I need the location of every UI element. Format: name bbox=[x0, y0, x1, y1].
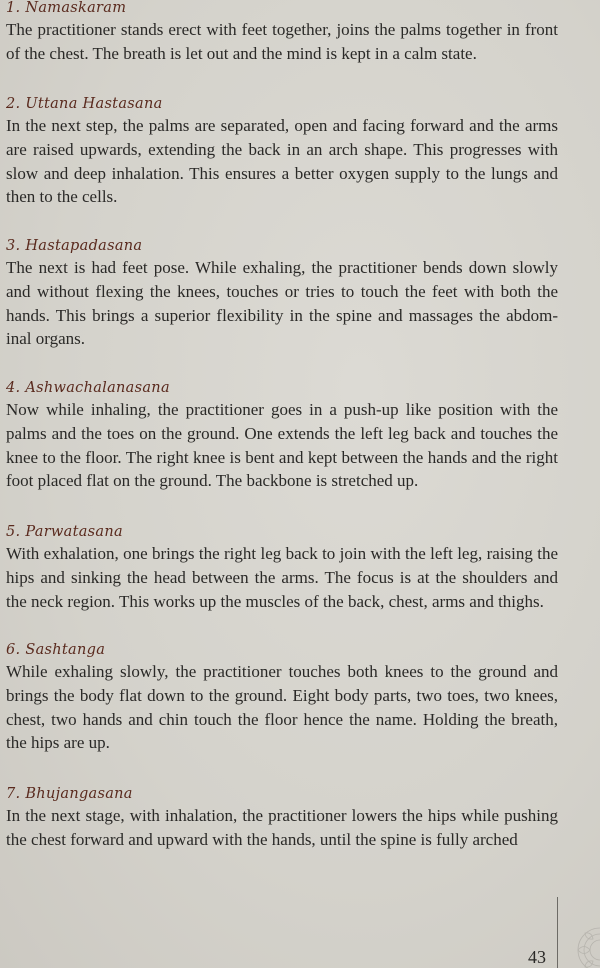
section-hastapadasana bbox=[6, 236, 558, 351]
section-text: The practitioner stands erect with feet together, joins the palms together in front of the chest. The breath is let out and the mind is kept in a calm state. bbox=[6, 20, 558, 63]
margin-rule bbox=[557, 897, 558, 968]
section-text: With exhalation, one brings the right leg back to join with the left leg, raising the hips and sinking the head between the arms. The focus is at the shoulders and the neck region. This works up the muscles of the back, chest, arms and thighs. bbox=[6, 544, 558, 611]
section-heading: 6. Sashtanga bbox=[6, 642, 106, 658]
section-heading: 1. Namaskaram bbox=[6, 0, 127, 16]
section-text: Now while inhaling, the practitioner goes in a push-up like position with the palms and the toes on the ground. One extends the left leg back and touches the knee to the floor. The right knee is bent and kept between the hands and the right foot placed flat on the ground. The backbone is stretched up. bbox=[6, 400, 558, 491]
section-ashwachalanasana bbox=[6, 378, 558, 493]
section-text: In the next step, the palms are separated, open and facing forward and the arms are raised upwards, extending the back in an arch shape. This progresses with slow and deep inhalation. This ensures a better oxygen supply to the lungs and then to the cells. bbox=[6, 116, 558, 207]
section-uttana-hastasana bbox=[6, 94, 558, 209]
section-heading: 4. Ashwachalanasana bbox=[6, 380, 170, 396]
section-heading: 2. Uttana Hastasana bbox=[6, 96, 163, 112]
section-text: In the next stage, with inhalation, the practitioner lowers the hips while pushing the chest forward and upward with the hands, until the spine is fully arched bbox=[6, 806, 558, 849]
section-heading: 5. Parwatasana bbox=[6, 524, 123, 540]
section-bhujangasana bbox=[6, 784, 558, 852]
section-sashtanga bbox=[6, 640, 558, 755]
section-text: The next is had feet pose. While exhaling, the practitioner bends down slowly and without flexing the knees, touches or tries to touch the feet with both the hands. This brings a superior flexibility in the spine and massages the abdom-inal organs. bbox=[6, 258, 558, 349]
section-text: While exhaling slowly, the practitioner touches both knees to the ground and brings the body flat down to the ground. Eight body parts, two toes, two knees, chest, two hands and chin touch the floor hence the name. Holding the breath, the hips are up. bbox=[6, 662, 558, 753]
page-number: 43 bbox=[528, 947, 546, 967]
section-parwatasana bbox=[6, 522, 558, 613]
section-heading: 3. Hastapadasana bbox=[6, 238, 143, 254]
section-namaskaram bbox=[6, 0, 558, 66]
mandala-ornament-icon bbox=[560, 905, 600, 968]
section-heading: 7. Bhujangasana bbox=[6, 786, 133, 802]
